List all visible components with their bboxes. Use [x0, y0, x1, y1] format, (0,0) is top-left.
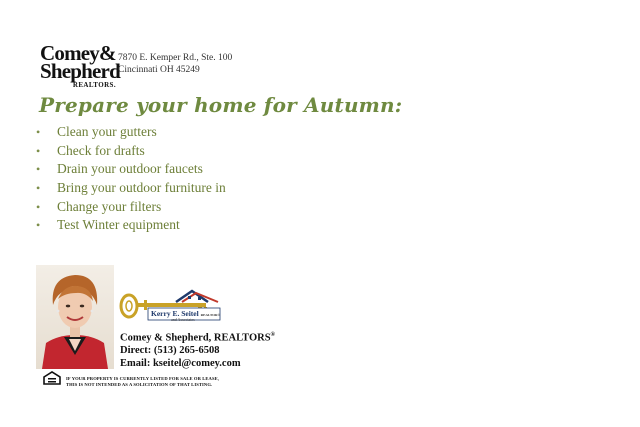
- tip-text: Test Winter equipment: [57, 217, 180, 233]
- logo-line-2: Shepherd: [40, 59, 120, 83]
- house-icon: [176, 291, 218, 302]
- agent-photo: [36, 265, 114, 369]
- contact-phone: Direct: (513) 265-6508: [120, 345, 220, 357]
- bullet-icon: •: [36, 125, 41, 139]
- bullet-icon: •: [36, 199, 41, 214]
- tip-text: Clean your gutters: [57, 124, 157, 139]
- bullet-icon: •: [36, 218, 41, 233]
- address-line-2: Cincinnati OH 45249: [118, 65, 200, 75]
- page-heading: Prepare your home for Autumn:: [39, 93, 403, 117]
- agent-brand-logo: [118, 288, 228, 324]
- company-mark: ®: [270, 332, 276, 338]
- brand-sub: and Associates: [171, 317, 195, 322]
- list-item: [36, 198, 226, 217]
- bullet-icon: •: [36, 162, 41, 177]
- equal-housing-icon: [42, 371, 62, 385]
- contact-company: [120, 329, 275, 345]
- list-item: [36, 216, 226, 235]
- tip-text: Bring your outdoor furniture in: [57, 180, 226, 196]
- tip-text: Change your filters: [57, 198, 162, 214]
- tip-text: Check for drafts: [57, 142, 145, 158]
- company-name: Comey & Shepherd, REALTORS: [120, 332, 271, 344]
- office-address: [118, 52, 232, 76]
- logo-line-1: Comey&: [40, 41, 116, 65]
- list-item: [36, 160, 226, 179]
- logo-line-3: REALTORS.: [72, 81, 116, 89]
- brand-mark: REALTOR®: [200, 313, 221, 317]
- tips-list: [36, 123, 226, 235]
- list-item: [36, 179, 226, 198]
- bullet-icon: •: [36, 143, 41, 158]
- disclaimer-line-1: IF YOUR PROPERTY IS CURRENTLY LISTED FOR SALE OR LEASE,: [66, 376, 220, 381]
- company-logo: [40, 41, 120, 89]
- address-line-1: 7870 E. Kemper Rd., Ste. 100: [118, 53, 233, 63]
- list-item: [36, 142, 226, 161]
- bullet-icon: •: [36, 181, 41, 196]
- brand-name: Kerry E. Seitel: [151, 309, 199, 318]
- disclaimer-line-2: THIS IS NOT INTENDED AS A SOLICITATION OF THAT LISTING.: [66, 382, 213, 387]
- listing-disclaimer: [66, 376, 219, 388]
- list-item: [36, 123, 226, 142]
- contact-block: [120, 329, 275, 370]
- contact-email: Email: kseitel@comey.com: [120, 357, 241, 369]
- tip-text: Drain your outdoor faucets: [57, 161, 203, 177]
